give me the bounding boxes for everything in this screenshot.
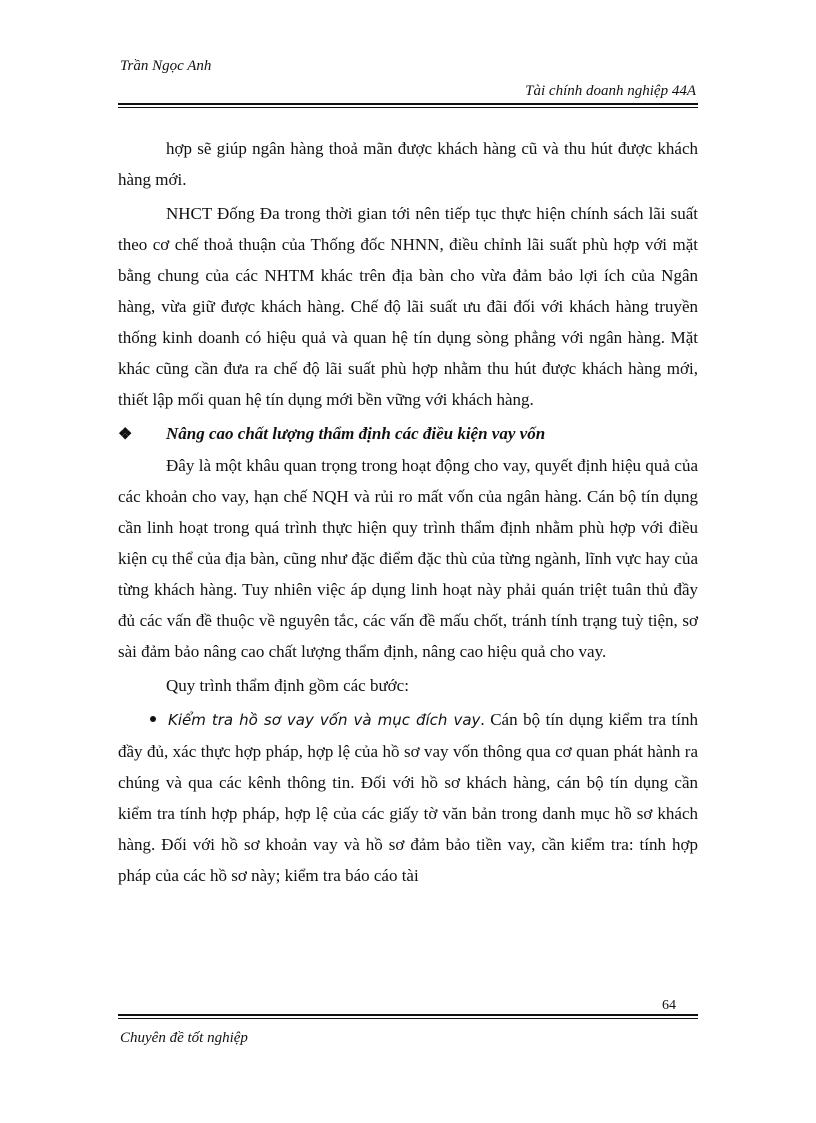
diamond-bullet-icon: ❖ <box>118 426 133 443</box>
header-author: Trần Ngọc Anh <box>120 58 212 74</box>
bullet-lead-text: Kiểm tra hồ sơ vay vốn và mục đích vay <box>168 711 481 729</box>
paragraph-2: NHCT Đống Đa trong thời gian tới nên tiếp tục thực hiện chính sách lãi suất theo cơ chế thoả thuận của Thống đốc NHNN, điều chỉnh lãi suất phù hợp với mặt bằng chung của các NHTM khác trên địa bàn cho vừa đảm bảo lợi ích của Ngân hàng, vừa giữ được khách hàng. Chế độ lãi suất ưu đãi đối với khách hàng truyền thống kinh doanh có hiệu quả và quan hệ tín dụng sòng phẳng với ngân hàng. Mặt khác cũng cần đưa ra chế độ lãi suất phù hợp nhằm thu hút được khách hàng mới, thiết lập mối quan hệ tín dụng mới bền vững với khách hàng. <box>118 204 698 409</box>
header-rule-thick <box>118 103 698 105</box>
page-number: 64 <box>662 998 676 1013</box>
footer-rule-thin <box>118 1018 698 1019</box>
footer-text: Chuyên đề tốt nghiệp <box>120 1030 248 1046</box>
paragraph-1: hợp sẽ giúp ngân hàng thoả mãn được khách hàng cũ và thu hút được khách hàng mới. <box>118 139 698 189</box>
document-body <box>118 133 698 891</box>
header-rule-thin <box>118 107 698 108</box>
paragraph-4: Quy trình thẩm định gồm các bước: <box>166 676 409 695</box>
footer-rule-thick <box>118 1014 698 1016</box>
bullet-body-text: . Cán bộ tín dụng kiểm tra tính đầy đủ, xác thực hợp pháp, hợp lệ của hồ sơ vay vốn thông qua cơ quan phát hành ra chúng và qua các kênh thông tin. Đối với hồ sơ khách hàng, cán bộ tín dụng cần kiểm tra tính hợp pháp, hợp lệ của các giấy tờ văn bản trong danh mục hồ sơ khách hàng. Đối với hồ sơ khoản vay và hồ sơ đảm bảo tiền vay, cần kiểm tra: tính hợp pháp của các hồ sơ này; kiểm tra báo cáo tài <box>118 710 698 885</box>
paragraph-3: Đây là một khâu quan trọng trong hoạt động cho vay, quyết định hiệu quả của các khoản cho vay, hạn chế NQH và rủi ro mất vốn của ngân hàng. Cán bộ tín dụng cần linh hoạt trong quá trình thực hiện quy trình thẩm định nhằm phù hợp với điều kiện cụ thể của địa bàn, cũng như đặc điểm đặc thù của từng ngành, lĩnh vực hay của từng khách hàng. Tuy nhiên việc áp dụng linh hoạt này phải quán triệt tuân thủ đầy đủ các vấn đề thuộc về nguyên tắc, các vấn đề mấu chốt, tránh tính trạng tuỳ tiện, sơ sài đảm bảo nâng cao chất lượng thẩm định, nâng cao hiệu quả cho vay. <box>118 456 698 661</box>
bullet-item <box>118 704 698 891</box>
bullet-dot-icon <box>150 716 156 722</box>
section-heading <box>118 418 698 450</box>
section-heading-text: Nâng cao chất lượng thẩm định các điều kiện vay vốn <box>166 424 546 443</box>
header-course-title: Tài chính doanh nghiệp 44A <box>525 83 696 99</box>
